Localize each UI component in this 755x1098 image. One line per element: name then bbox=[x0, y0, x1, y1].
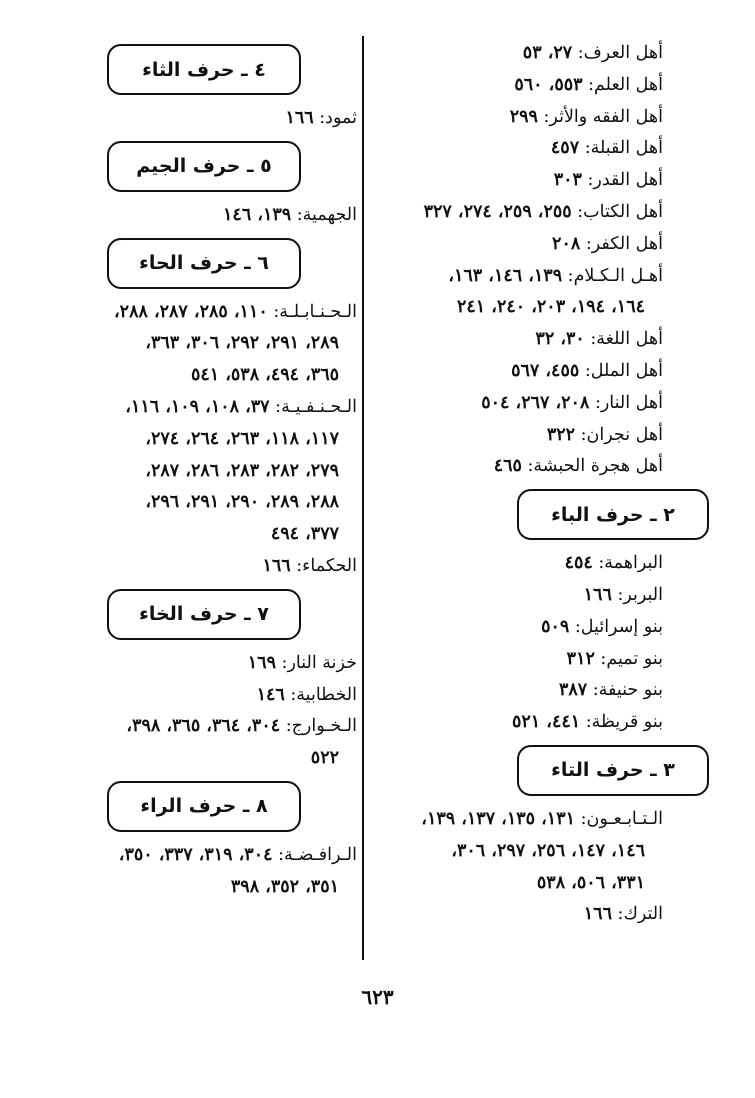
index-entry bbox=[109, 680, 357, 712]
entry-label: أهل اللغة: bbox=[590, 329, 663, 350]
index-entry bbox=[109, 711, 357, 743]
index-entry bbox=[109, 551, 357, 583]
entry-pages: ٤٥٧ bbox=[550, 138, 580, 159]
entry-pages: ١٤٦، ١٤٧، ٢٥٦، ٢٩٧، ٣٠٦، bbox=[451, 840, 645, 861]
index-entry-continuation bbox=[109, 487, 357, 519]
entry-label: الجهمية: bbox=[296, 204, 357, 225]
entry-label: الـتـابـعـون: bbox=[580, 808, 663, 829]
index-entry bbox=[373, 165, 663, 197]
index-entry-continuation bbox=[373, 292, 663, 324]
entry-label: ثمود: bbox=[319, 108, 357, 128]
entry-pages: ٣٢٢ bbox=[546, 424, 576, 445]
index-entry bbox=[373, 804, 663, 836]
entry-label: أهل نجران: bbox=[580, 424, 663, 445]
index-entry bbox=[373, 707, 663, 739]
section-heading: ٨ ـ حرف الراء bbox=[107, 781, 301, 832]
index-entry bbox=[373, 420, 663, 452]
column-divider bbox=[362, 36, 364, 960]
entry-label: أهل الكفر: bbox=[585, 233, 663, 254]
entry-pages: ٤٦٥ bbox=[493, 456, 522, 477]
index-entry bbox=[109, 648, 357, 680]
entry-label: الـحـنـابـلـة: bbox=[273, 301, 357, 322]
entry-label: بنو حنيفة: bbox=[592, 680, 663, 701]
entry-pages: ٤٥٥، ٥٦٧ bbox=[511, 360, 580, 381]
entry-label: بنو تميم: bbox=[600, 648, 663, 669]
entry-pages: ١٣٩، ١٤٦، ١٦٣، bbox=[448, 265, 563, 286]
entry-label: أهل القدر: bbox=[587, 170, 663, 191]
entry-pages: ٣٧٧، ٤٩٤ bbox=[270, 524, 339, 545]
entry-pages: ١٦٦ bbox=[583, 584, 612, 605]
entry-pages: ٥٥٣، ٥٦٠ bbox=[514, 74, 583, 95]
index-entry bbox=[109, 200, 357, 232]
entry-pages: ٢٨٩، ٢٩١، ٢٩٢، ٣٠٦، ٣٦٣، bbox=[145, 333, 339, 354]
entry-pages: ٤٥٤ bbox=[564, 553, 593, 574]
index-entry-continuation bbox=[373, 836, 663, 868]
index-entry bbox=[373, 644, 663, 676]
index-entry-continuation bbox=[109, 456, 357, 488]
entry-pages: ٣١٢ bbox=[566, 648, 595, 669]
index-entry bbox=[109, 103, 357, 135]
index-entry bbox=[373, 612, 663, 644]
index-entry bbox=[373, 356, 663, 388]
section-heading: ٥ ـ حرف الجيم bbox=[107, 141, 301, 192]
index-entry-continuation bbox=[109, 328, 357, 360]
entry-pages: ١١٧، ١١٨، ٢٦٣، ٢٦٤، ٢٧٤، bbox=[145, 428, 339, 449]
right-column bbox=[373, 38, 675, 931]
entry-pages: ١٣٩، ١٤٦ bbox=[223, 204, 292, 225]
index-entry-continuation bbox=[109, 519, 357, 551]
index-entry bbox=[373, 102, 663, 134]
entry-pages: ١٦٦ bbox=[285, 108, 314, 128]
index-entry bbox=[373, 133, 663, 165]
index-entry bbox=[373, 261, 663, 293]
entry-pages: ١١٠، ٢٨٥، ٢٨٧، ٢٨٨، bbox=[114, 301, 268, 322]
entry-pages: ١٦٦ bbox=[583, 904, 612, 925]
page-number: ٦٢٣ bbox=[361, 985, 394, 1009]
index-entry bbox=[373, 675, 663, 707]
entry-label: أهل العرف: bbox=[577, 43, 663, 63]
index-entry-continuation bbox=[109, 424, 357, 456]
entry-pages: ٣٠، ٣٢ bbox=[535, 329, 585, 350]
entry-label: أهل النار: bbox=[594, 392, 663, 413]
index-entry bbox=[373, 197, 663, 229]
index-entry bbox=[373, 548, 663, 580]
index-entry bbox=[373, 38, 663, 70]
entry-label: البربر: bbox=[617, 584, 663, 605]
entry-label: بنو إسرائيل: bbox=[574, 616, 663, 637]
index-entry-continuation bbox=[109, 872, 357, 904]
entry-pages: ٢٧، ٥٣ bbox=[522, 43, 573, 63]
entry-pages: ٢٩٩ bbox=[509, 106, 538, 127]
section-heading: ٤ ـ حرف الثاء bbox=[107, 44, 301, 95]
entry-pages: ٥٢٢ bbox=[310, 748, 339, 769]
entry-label: أهـل الـكـلام: bbox=[567, 265, 663, 286]
entry-label: الترك: bbox=[617, 904, 663, 925]
entry-pages: ٣٠٤، ٣٦٤، ٣٦٥، ٣٩٨، bbox=[126, 716, 281, 737]
entry-pages: ٤٤١، ٥٢١ bbox=[511, 712, 581, 733]
index-entry bbox=[109, 297, 357, 329]
index-entry bbox=[109, 392, 357, 424]
entry-pages: ٣٧، ١٠٨، ١٠٩، ١١٦، bbox=[125, 396, 270, 417]
entry-label: خزنة النار: bbox=[281, 652, 357, 673]
entry-pages: ٣٠٤، ٣١٩، ٣٣٧، ٣٥٠، bbox=[118, 844, 273, 865]
index-entry bbox=[109, 840, 357, 872]
entry-pages: ٢٨٨، ٢٨٩، ٢٩٠، ٢٩١، ٢٩٦، bbox=[145, 492, 339, 513]
entry-label: أهل هجرة الحبشة: bbox=[527, 456, 663, 477]
index-entry-continuation bbox=[109, 743, 357, 775]
entry-pages: ٢٧٩، ٢٨٢، ٢٨٣، ٢٨٦، ٢٨٧، bbox=[145, 460, 339, 481]
entry-label: الخطابية: bbox=[290, 684, 357, 705]
index-entry bbox=[373, 580, 663, 612]
index-entry bbox=[373, 70, 663, 102]
entry-label: الحكماء: bbox=[296, 555, 357, 576]
section-heading: ٧ ـ حرف الخاء bbox=[107, 589, 301, 640]
left-column bbox=[109, 38, 357, 904]
index-entry bbox=[373, 229, 663, 261]
entry-pages: ٣٨٧ bbox=[558, 680, 588, 701]
entry-pages: ٣٠٣ bbox=[553, 170, 582, 191]
entry-pages: ٣٦٥، ٤٩٤، ٥٣٨، ٥٤١ bbox=[190, 365, 339, 386]
entry-pages: ١٣١، ١٣٥، ١٣٧، ١٣٩، bbox=[421, 808, 575, 829]
entry-pages: ٢٠٨، ٢٦٧، ٥٠٤ bbox=[481, 392, 590, 413]
entry-label: أهل الفقه والأثر: bbox=[543, 106, 663, 127]
entry-label: الـرافـضـة: bbox=[278, 844, 357, 865]
entry-label: الـحـنـفـيـة: bbox=[275, 396, 357, 417]
index-entry bbox=[373, 324, 663, 356]
entry-pages: ٢٠٨ bbox=[552, 233, 581, 254]
entry-label: الـخـوارج: bbox=[285, 716, 357, 737]
entry-pages: ٣٣١، ٥٠٦، ٥٣٨ bbox=[536, 872, 645, 893]
entry-label: أهل العلم: bbox=[588, 74, 663, 95]
index-entry bbox=[373, 899, 663, 931]
entry-pages: ٣٥١، ٣٥٢، ٣٩٨ bbox=[230, 876, 339, 897]
entry-pages: ٥٠٩ bbox=[541, 616, 570, 637]
section-heading: ٢ ـ حرف الباء bbox=[517, 489, 709, 540]
entry-label: أهل الملل: bbox=[584, 360, 663, 381]
index-entry bbox=[373, 451, 663, 483]
entry-pages: ١٦٩ bbox=[247, 652, 276, 673]
entry-pages: ١٦٤، ١٩٤، ٢٠٣، ٢٤٠، ٢٤١ bbox=[456, 297, 645, 318]
entry-pages: ٢٥٥، ٢٥٩، ٢٧٤، ٣٢٧ bbox=[423, 201, 572, 222]
entry-pages: ١٦٦ bbox=[262, 555, 291, 576]
entry-pages: ١٤٦ bbox=[256, 684, 285, 705]
section-heading: ٣ ـ حرف التاء bbox=[517, 745, 709, 796]
section-heading: ٦ ـ حرف الحاء bbox=[107, 238, 301, 289]
index-entry bbox=[373, 388, 663, 420]
entry-label: البراهمة: bbox=[598, 553, 663, 574]
entry-label: بنو قريظة: bbox=[585, 712, 663, 733]
entry-label: أهل الكتاب: bbox=[577, 201, 663, 222]
index-entry-continuation bbox=[109, 360, 357, 392]
entry-label: أهل القبلة: bbox=[584, 138, 663, 159]
index-entry-continuation bbox=[373, 868, 663, 900]
